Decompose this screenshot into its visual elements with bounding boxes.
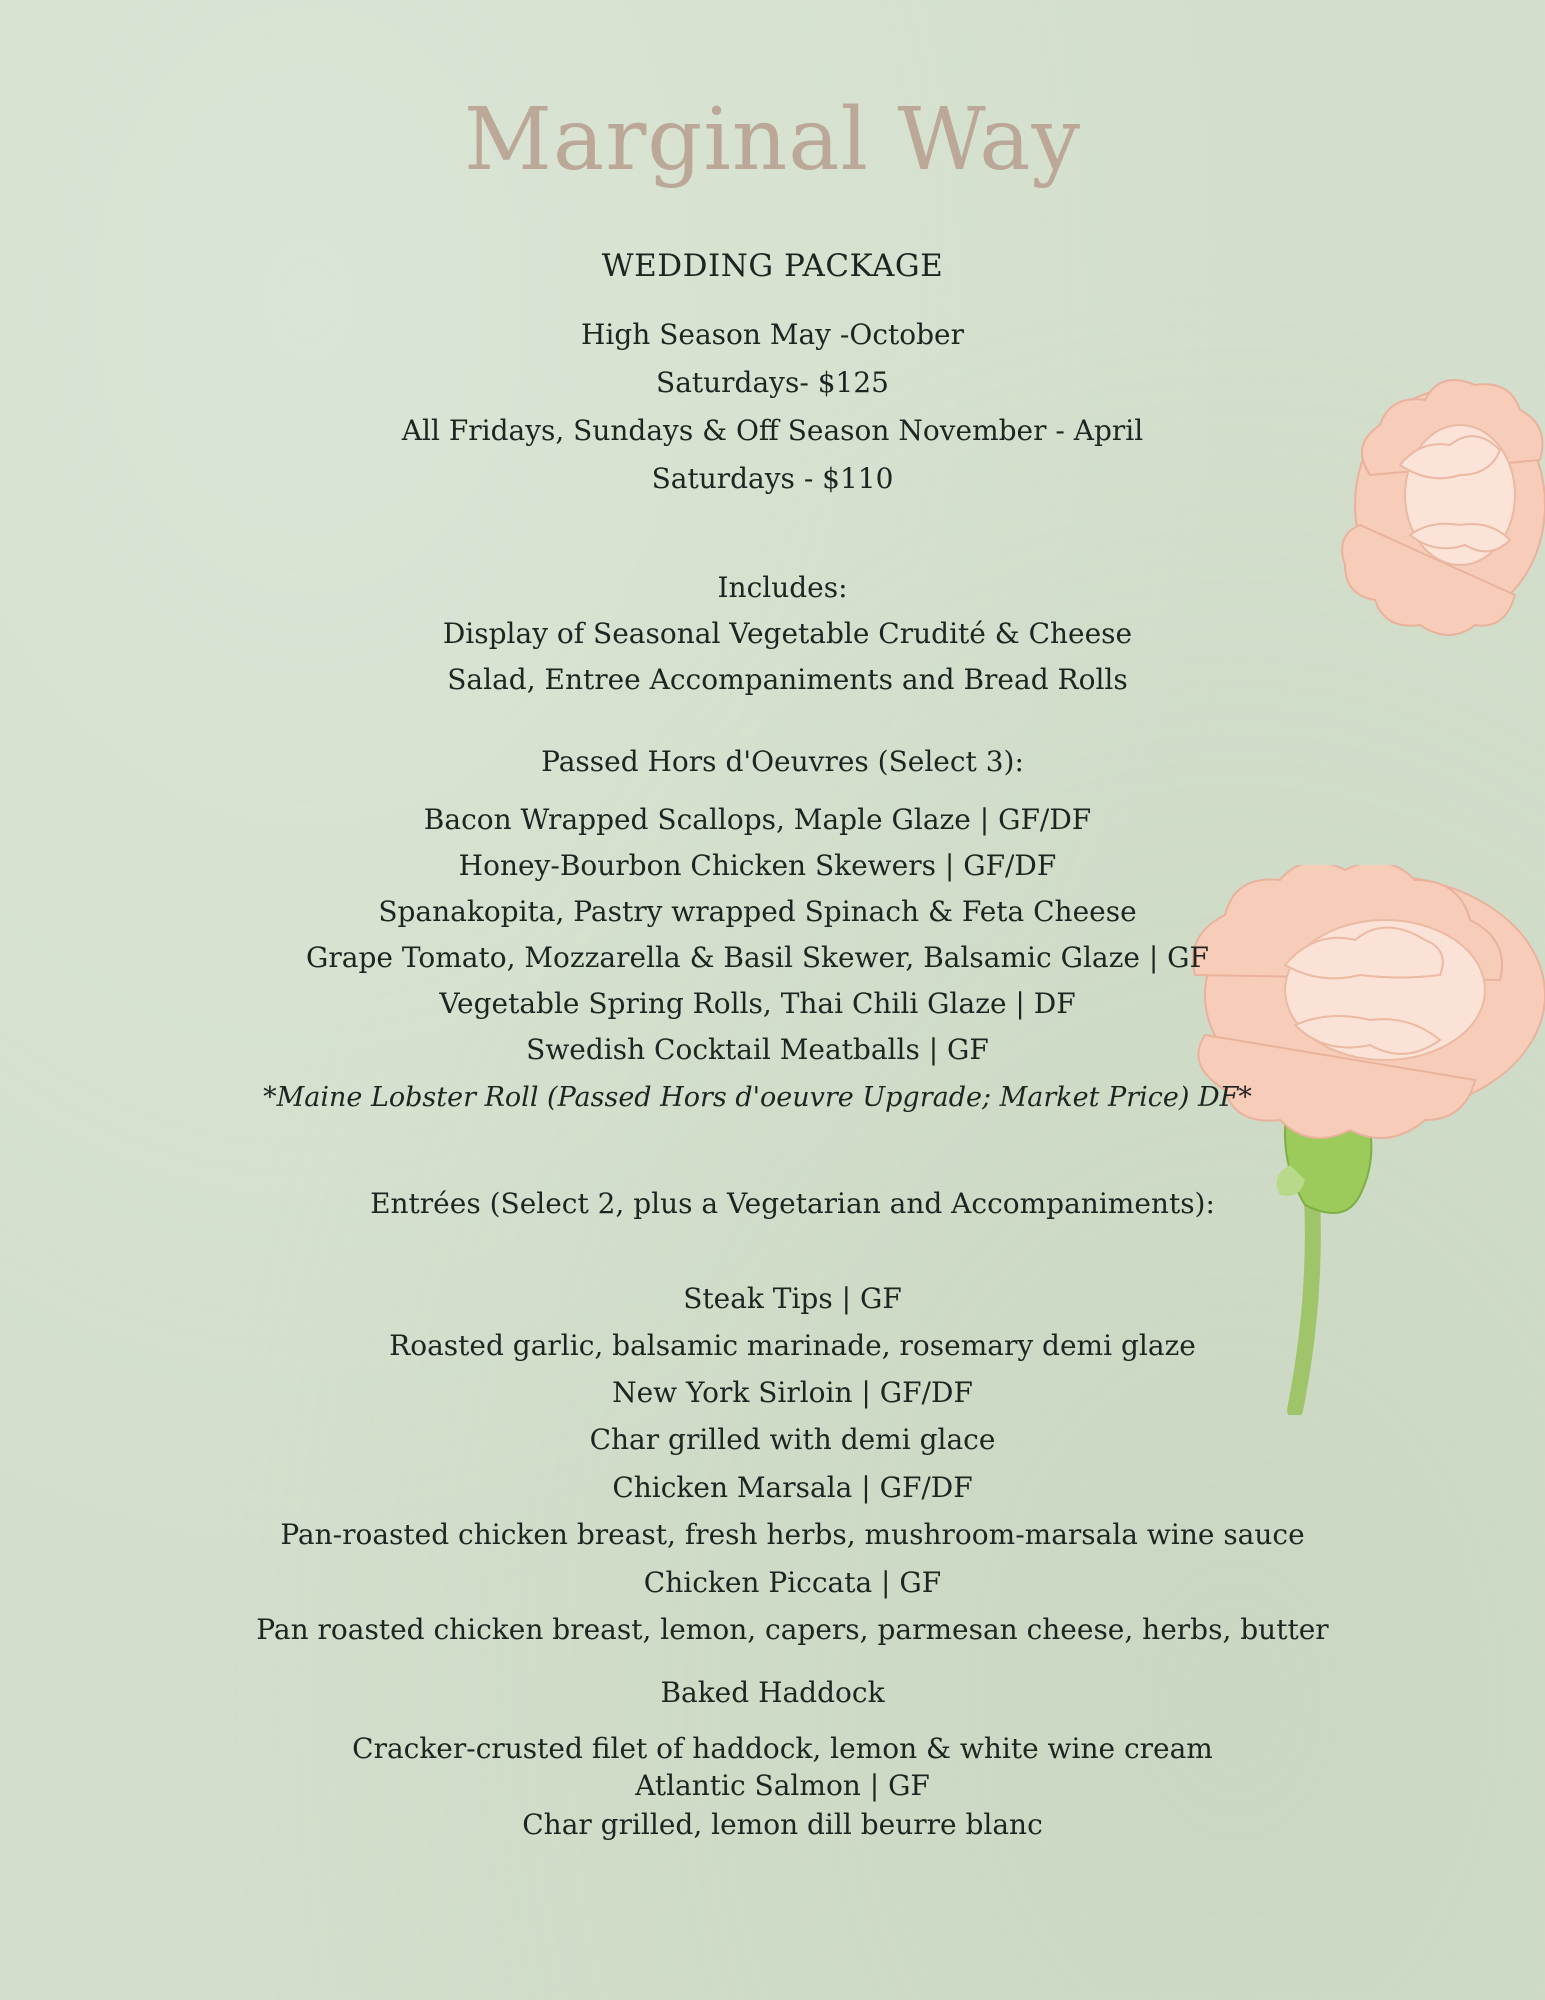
- entree-description: Cracker-crusted filet of haddock, lemon & white wine cream: [352, 1732, 1213, 1765]
- hors-doeuvres-upgrade: *Maine Lobster Roll (Passed Hors d'oeuvre Upgrade; Market Price) DF*: [263, 1082, 1252, 1113]
- entrees-heading: Entrées (Select 2, plus a Vegetarian and Accompaniments):: [370, 1187, 1215, 1220]
- hors-doeuvres-item: Grape Tomato, Mozzarella & Basil Skewer, Balsamic Glaze | GF: [306, 941, 1209, 974]
- pricing-line: All Fridays, Sundays & Off Season November - April: [401, 414, 1144, 447]
- pricing-line: Saturdays - $110: [651, 462, 894, 495]
- brand-title: Marginal Way: [463, 90, 1082, 190]
- includes-item: Salad, Entree Accompaniments and Bread Rolls: [447, 663, 1128, 696]
- entree-name: Atlantic Salmon | GF: [635, 1769, 930, 1802]
- entree-description: Pan roasted chicken breast, lemon, capers, parmesan cheese, herbs, butter: [256, 1613, 1329, 1646]
- pricing-line: High Season May -October: [580, 318, 964, 351]
- entree-name: Chicken Piccata | GF: [643, 1566, 942, 1599]
- entree-name: Baked Haddock: [660, 1676, 885, 1709]
- pricing-line: Saturdays- $125: [656, 366, 889, 399]
- includes-item: Display of Seasonal Vegetable Crudité & Cheese: [442, 617, 1133, 650]
- entree-name: Chicken Marsala | GF/DF: [612, 1471, 973, 1504]
- hors-doeuvres-item: Swedish Cocktail Meatballs | GF: [526, 1033, 989, 1066]
- entree-description: Pan-roasted chicken breast, fresh herbs, mushroom-marsala wine sauce: [280, 1518, 1305, 1551]
- includes-heading: Includes:: [717, 571, 848, 604]
- hors-doeuvres-heading: Passed Hors d'Oeuvres (Select 3):: [541, 745, 1024, 778]
- entree-description: Char grilled, lemon dill beurre blanc: [522, 1808, 1043, 1841]
- entree-description: Roasted garlic, balsamic marinade, rosemary demi glaze: [389, 1329, 1196, 1362]
- entree-name: New York Sirloin | GF/DF: [612, 1376, 973, 1409]
- hors-doeuvres-item: Vegetable Spring Rolls, Thai Chili Glaze | DF: [439, 987, 1076, 1020]
- package-title: WEDDING PACKAGE: [601, 248, 944, 284]
- hors-doeuvres-item: Honey-Bourbon Chicken Skewers | GF/DF: [458, 849, 1057, 882]
- entree-name: Steak Tips | GF: [683, 1282, 902, 1315]
- hors-doeuvres-item: Bacon Wrapped Scallops, Maple Glaze | GF/DF: [423, 803, 1092, 836]
- hors-doeuvres-item: Spanakopita, Pastry wrapped Spinach & Feta Cheese: [378, 895, 1137, 928]
- entree-description: Char grilled with demi glace: [589, 1423, 996, 1456]
